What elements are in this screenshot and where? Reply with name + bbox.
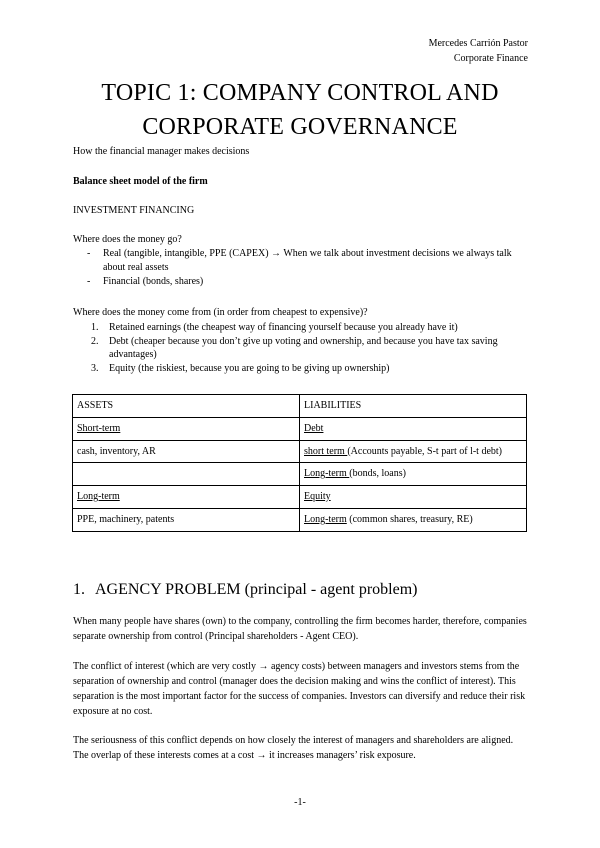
cell-text: Equity — [304, 491, 331, 502]
paragraph: The seriousness of this conflict depends on how closely the interest of managers and shareholders are aligned. The overlap of these interests comes at a cost → it increases managers’ risk exposure. — [73, 735, 514, 761]
list-text: Equity (the riskiest, because you are going to be giving up ownership) — [109, 362, 390, 374]
table-cell — [300, 418, 527, 441]
cell-text: short term — [304, 446, 348, 457]
list-item: - Financial (bonds, shares) — [73, 275, 523, 289]
table-cell — [300, 463, 527, 486]
title-line-1: TOPIC 1: COMPANY CONTROL AND — [101, 80, 499, 106]
table-cell — [300, 486, 527, 509]
balance-sheet-heading: Balance sheet model of the firm — [73, 176, 208, 187]
table-row — [73, 441, 527, 463]
page-header — [429, 36, 528, 66]
table-cell — [300, 441, 527, 463]
cell-text: Debt — [304, 423, 324, 434]
title-line-2: CORPORATE GOVERNANCE — [142, 114, 458, 140]
cell-text: Long-term — [304, 468, 350, 479]
cell-text: (common shares, treasury, RE) — [346, 514, 473, 525]
list-item: - Real (tangible, intangible, PPE (CAPEX) → When we talk about investment decisions we always talk about real assets — [73, 247, 523, 274]
table-cell: ASSETS — [73, 395, 300, 418]
table-row — [73, 418, 527, 441]
section-title: AGENCY PROBLEM (principal - agent problem) — [95, 581, 418, 598]
cell-text: (bonds, loans) — [349, 468, 406, 479]
table-cell — [73, 486, 300, 509]
section-number: 1. — [73, 581, 85, 598]
page-number: -1- — [294, 797, 306, 808]
paragraph: When many people have shares (own) to the company, controlling the firm becomes harder, therefore, companies separate ownership from control (Principal shareholders - Agent CEO). — [73, 616, 527, 642]
table-row — [73, 509, 527, 532]
cell-text: (Accounts payable, S-t part of l-t debt) — [347, 446, 503, 457]
cell-text: Short-term — [77, 423, 121, 434]
list-number: 2. — [91, 335, 99, 347]
table-cell: LIABILITIES — [300, 395, 527, 418]
list-item — [73, 362, 525, 376]
paragraph: The conflict of interest (which are very costly → agency costs) between managers and investors stems from the separation of ownership and control (manager does the decision making and wins the conflict of interest). This separation is the most important factor for the success of companies. Investors can diversify and reduce their risk exposure at no cost. — [73, 661, 526, 717]
table-cell — [73, 418, 300, 441]
financing-order-list — [73, 321, 525, 375]
list-number: 1. — [91, 322, 99, 333]
section-heading — [73, 580, 417, 600]
cell-text: Long-term — [77, 491, 120, 502]
table-row — [73, 463, 527, 486]
table-row — [73, 486, 527, 509]
course-name: Corporate Finance — [453, 53, 528, 64]
table-row — [73, 395, 527, 418]
investment-financing-heading: INVESTMENT FINANCING — [73, 205, 195, 216]
page-title — [40, 76, 560, 144]
author-name: Mercedes Carrión Pastor — [428, 38, 528, 49]
where-money-go-list — [73, 247, 523, 290]
where-money-go-question: Where does the money go? — [73, 234, 182, 245]
list-text: Debt (cheaper because you don’t give up voting and ownership, and because you have tax saving advantages) — [109, 335, 498, 360]
list-item — [73, 335, 525, 362]
list-number: 3. — [91, 362, 99, 374]
balance-sheet-table — [72, 394, 527, 532]
cell-text: Long-term — [304, 514, 347, 525]
table-cell: PPE, machinery, patents — [73, 509, 300, 532]
table-cell — [300, 509, 527, 532]
table-cell — [73, 463, 300, 486]
table-cell: cash, inventory, AR — [73, 441, 300, 463]
list-text: Retained earnings (the cheapest way of financing yourself because you already have it) — [109, 322, 458, 333]
list-item — [73, 321, 525, 335]
intro-text: How the financial manager makes decisions — [73, 146, 250, 157]
where-money-come-question: Where does the money come from (in order from cheapest to expensive)? — [73, 307, 368, 318]
